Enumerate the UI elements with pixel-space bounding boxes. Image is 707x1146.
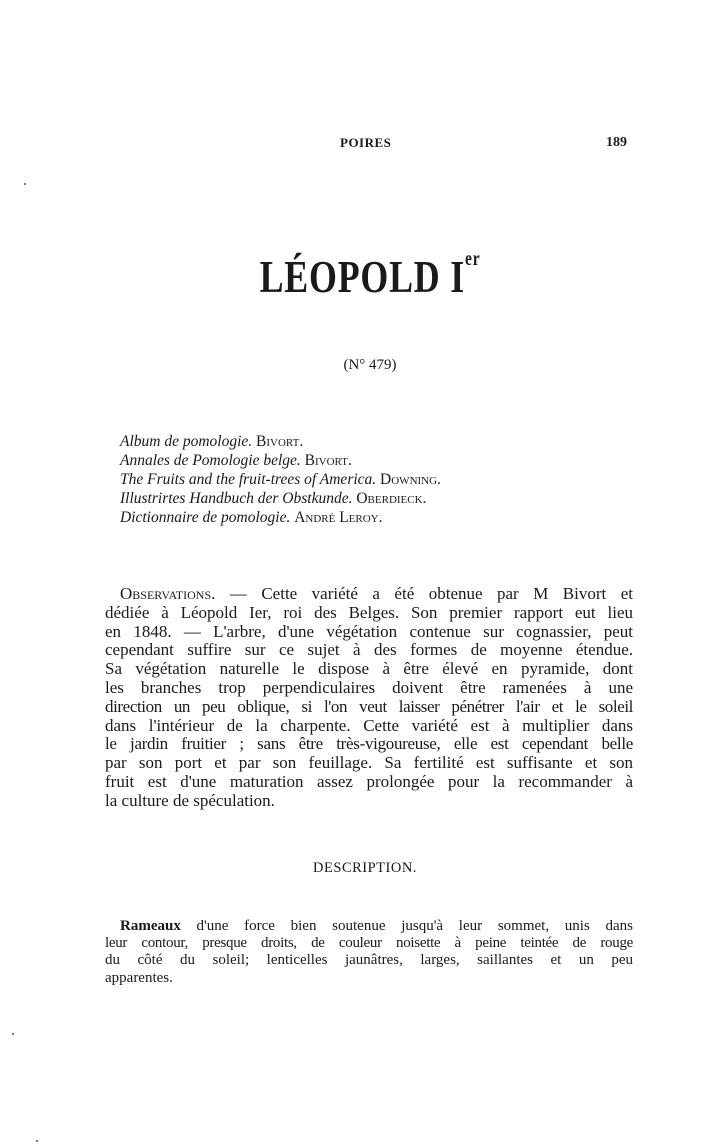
text-line: cependant suffire sur ce sujet à des formes de moyenne étendue. (105, 640, 633, 660)
text-line-content: d'une force bien soutenue jusqu'à leur sommet, unis dans (180, 918, 633, 934)
page-title (81, 250, 658, 303)
text-line: Sa végétation naturelle le dispose à être élevé en pyramide, dont (105, 659, 633, 679)
text-line: direction un peu oblique, si l'on veut laisser pénétrer l'air et le soleil (105, 696, 633, 716)
text-line: par son port et par son feuillage. Sa fertilité est suffisante et son (105, 753, 633, 773)
text-line (105, 585, 633, 604)
reference-work: Dictionnaire de pomologie. (120, 509, 291, 526)
reference-work: Illustrirtes Handbuch der Obstkunde. (120, 490, 353, 507)
text-line: dans l'intérieur de la charpente. Cette variété est à multiplier dans (105, 715, 633, 735)
text-line: du côté du soleil; lenticelles jaunâtres, larges, saillantes et un peu (105, 952, 633, 969)
reference-item (120, 432, 441, 451)
text-line: le jardin fruitier ; sans être très-vigoureuse, elle est cependant belle (105, 734, 633, 754)
title-superscript: er (464, 248, 481, 270)
text-line: apparentes. (105, 969, 173, 986)
running-title: POIRES (340, 135, 392, 150)
text-line: leur contour, presque droits, de couleur noisette à peine teintée de rouge (105, 935, 633, 952)
text-line-content: — Cette variété a été obtenue par M Bivort et (215, 584, 633, 603)
reference-author: Bivort. (256, 433, 304, 450)
reference-author: Bivort. (304, 452, 352, 469)
scan-speck (12, 1033, 14, 1035)
variety-number: (N° 479) (343, 357, 397, 373)
scan-speck (36, 1140, 38, 1142)
reference-work: Annales de Pomologie belge. (120, 452, 301, 469)
title-text: LÉOPOLD I (259, 251, 465, 302)
observations-label: Observations. (120, 584, 216, 603)
reference-item (120, 470, 441, 489)
page-number: 189 (606, 135, 627, 150)
text-line: fruit est d'une maturation assez prolongée pour la recommander à (105, 771, 633, 791)
text-line: les branches trop perpendiculaires doivent être ramenées à une (105, 677, 633, 697)
observations-paragraph (105, 585, 633, 811)
references-list (120, 432, 441, 527)
reference-work: The Fruits and the fruit-trees of America. (120, 471, 377, 488)
reference-author: Downing. (380, 471, 441, 488)
reference-item (120, 451, 441, 470)
reference-item (120, 489, 441, 508)
rameaux-paragraph (105, 918, 633, 987)
text-line: la culture de spéculation. (105, 790, 275, 810)
text-line: dédiée à Léopold Ier, roi des Belges. Son premier rapport eut lieu (105, 602, 633, 622)
rameaux-label: Rameaux (120, 918, 181, 934)
reference-author: André Leroy. (294, 509, 383, 526)
text-line: en 1848. — L'arbre, d'une végétation contenue sur cognassier, peut (105, 621, 633, 641)
reference-item (120, 508, 441, 527)
reference-work: Album de pomologie. (120, 433, 253, 450)
text-line (105, 918, 633, 935)
reference-author: Oberdieck. (356, 490, 427, 507)
scan-speck (24, 183, 26, 185)
description-heading: DESCRIPTION. (313, 860, 417, 876)
